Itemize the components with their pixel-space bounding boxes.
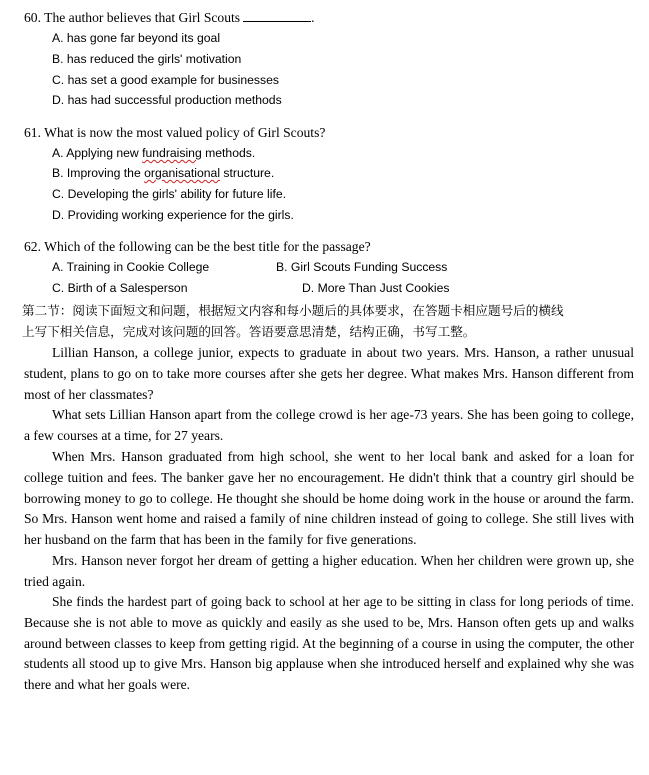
option-61-b — [52, 165, 274, 182]
option-61-b-pre: B. Improving the — [52, 166, 145, 180]
question-60 — [24, 9, 314, 26]
section-instruction-line-1: 第二节：阅读下面短文和问题，根据短文内容和每小题后的具体要求，在答题卡相应题号后的横线 — [22, 303, 564, 318]
option-62-c: C. Birth of a Salesperson — [52, 281, 188, 295]
option-62-a: A. Training in Cookie College — [52, 260, 210, 274]
option-62-d: D. More Than Just Cookies — [302, 281, 450, 295]
option-61-a-pre: A. Applying new — [52, 146, 143, 160]
option-60-a: A. has gone far beyond its goal — [52, 31, 221, 45]
option-61-a-post: methods. — [201, 146, 256, 160]
passage-paragraph-3 — [24, 447, 634, 551]
paragraph-text: Mrs. Hanson never forgot her dream of getting a higher education. When her children were grown up, she tried again. — [24, 553, 634, 589]
option-60-d: D. has had successful production methods — [52, 93, 282, 107]
question-60-stem-end: . — [311, 10, 315, 25]
paragraph-text: She finds the hardest part of going back to school at her age to be sitting in class for long periods of time. Because she is not able to move as quickly and easily as she used to be, Mrs. Hanson often gets up and walks around between classes to keep from getting rigid. At the beginning of a course in using the computer, the other students all stood up to give Mrs. Hanson big applause when she introduced herself and explained why she was there and what her goals were. — [24, 594, 634, 693]
passage-paragraph-1 — [24, 343, 634, 405]
spellcheck-word: organisational — [144, 166, 221, 180]
option-60-c: C. has set a good example for businesses — [52, 73, 279, 87]
spellcheck-word: fundraising — [142, 146, 202, 160]
passage-paragraph-5 — [24, 592, 634, 696]
section-instruction-line-2: 上写下相关信息，完成对该问题的回答。答语要意思清楚，结构正确，书写工整。 — [22, 324, 476, 339]
option-61-c: C. Developing the girls' ability for future life. — [52, 187, 286, 201]
passage-paragraph-2 — [24, 405, 634, 447]
answer-blank — [243, 10, 311, 22]
question-62-stem: 62. Which of the following can be the best title for the passage? — [24, 239, 371, 254]
question-61-stem: 61. What is now the most valued policy of Girl Scouts? — [24, 125, 326, 140]
option-61-b-post: structure. — [220, 166, 275, 180]
passage-paragraph-4 — [24, 551, 634, 593]
paragraph-text: When Mrs. Hanson graduated from high school, she went to her local bank and asked for a loan for college tuition and fees. The banker gave her no encouragement. He didn't think that a country girl should be borrowing money to go to college. He thought she should be home doing work in the house or around the farm. So Mrs. Hanson went home and raised a family of nine children instead of going to college. She still lives with her husband on the farm that has been in the family for five generations. — [24, 449, 634, 548]
option-61-a — [52, 145, 255, 162]
question-60-stem: 60. The author believes that Girl Scouts — [24, 10, 241, 25]
option-62-b: B. Girl Scouts Funding Success — [276, 260, 448, 274]
option-61-d: D. Providing working experience for the girls. — [52, 208, 294, 222]
paragraph-text: What sets Lillian Hanson apart from the college crowd is her age-73 years. She has been going to college, a few courses at a time, for 27 years. — [24, 407, 634, 443]
option-60-b: B. has reduced the girls' motivation — [52, 52, 242, 66]
paragraph-text: Lillian Hanson, a college junior, expects to graduate in about two years. Mrs. Hanson, a rather unusual student, plans to go on to take more courses after she gets her degree. What makes Mrs. Hanson different from most of her classmates? — [24, 345, 634, 402]
